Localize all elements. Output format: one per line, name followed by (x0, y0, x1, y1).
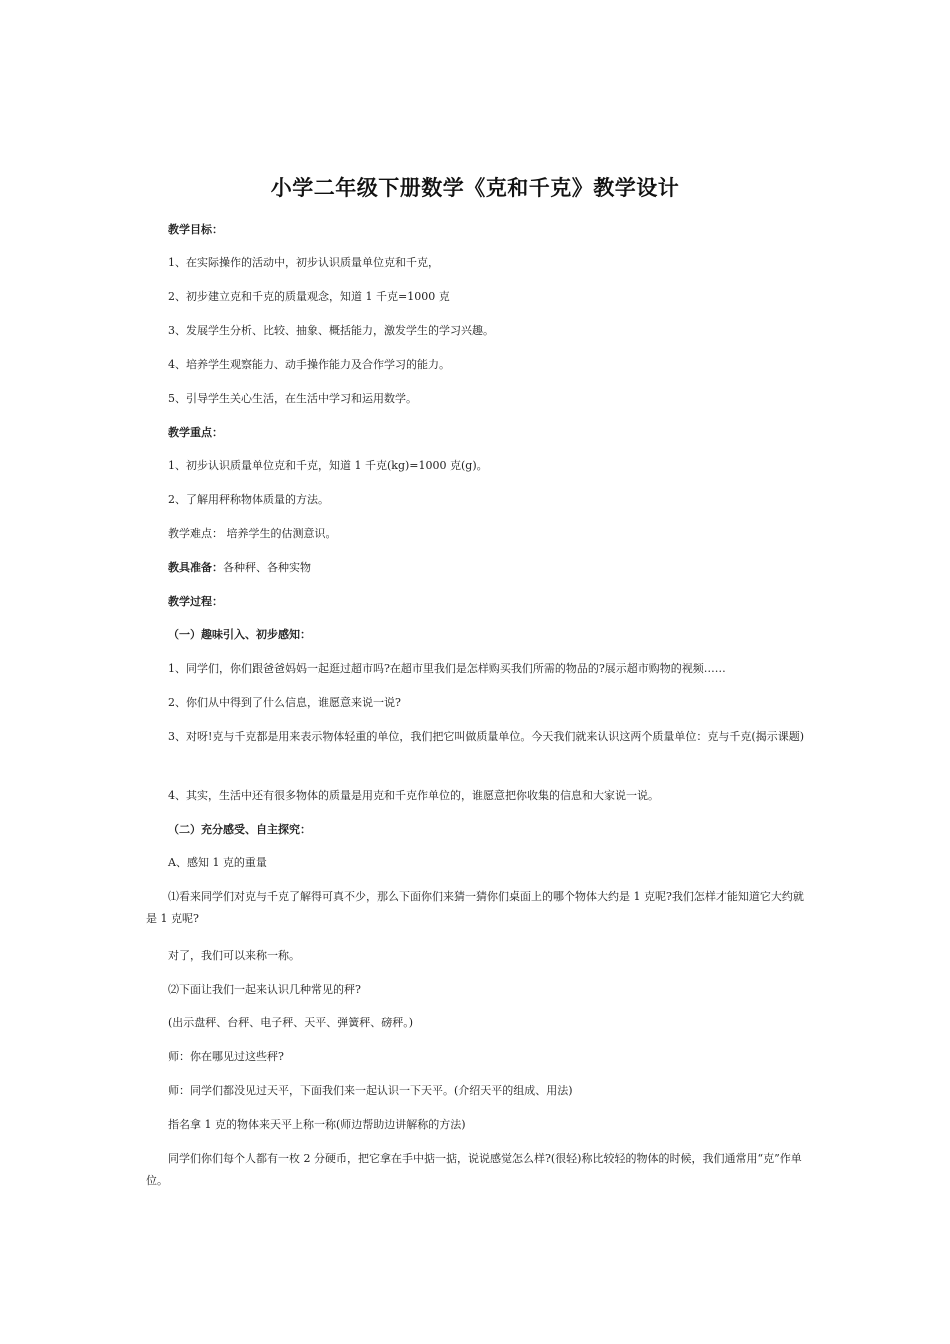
objectives-heading: 教学目标： (168, 223, 223, 236)
objective-item: 1、在实际操作的活动中，初步认识质量单位克和千克， (168, 256, 439, 269)
objective-item: 5、引导学生关心生活，在生活中学习和运用数学。 (168, 392, 417, 405)
objective-item: 3、发展学生分析、比较、抽象、概括能力，激发学生的学习兴趣。 (168, 324, 494, 337)
materials-value: 各种秤、各种实物 (223, 561, 311, 574)
section1-heading: （一）趣味引入、初步感知： (168, 628, 311, 641)
objective-item: 4、培养学生观察能力、动手操作能力及合作学习的能力。 (168, 358, 450, 371)
section1-item: 4、其实，生活中还有很多物体的质量是用克和千克作单位的，谁愿意把你收集的信息和大家说一说。 (168, 789, 659, 802)
section2-item: (出示盘秤、台秤、电子秤、天平、弹簧秤、磅秤。) (168, 1016, 414, 1029)
key-point-item: 2、了解用秤称物体质量的方法。 (168, 493, 329, 506)
section1-item: 3、对呀!克与千克都是用来表示物体轻重的单位，我们把它叫做质量单位。今天我们就来认识这两个质量单位：克与千克(揭示课题) (168, 730, 804, 743)
key-points-heading: 教学重点： (168, 426, 223, 439)
process-heading: 教学过程： (168, 595, 223, 608)
section2-item: ⑴看来同学们对克与千克了解得可真不少，那么下面你们来猜一猜你们桌面上的哪个物体大约是 1 克呢?我们怎样才能知道它大约就是 1 克呢? (146, 890, 804, 925)
document-title: 小学二年级下册数学《克和千克》教学设计 (270, 176, 680, 200)
materials-line (146, 557, 806, 579)
difficulty-line: 教学难点： 培养学生的估测意识。 (168, 527, 337, 540)
section1-item: 1、同学们，你们跟爸爸妈妈一起逛过超市吗?在超市里我们是怎样购买我们所需的物品的?展示超市购物的视频…… (168, 662, 726, 675)
section2-item: 指名拿 1 克的物体来天平上称一称(师边帮助边讲解称的方法) (168, 1118, 466, 1131)
section2-item: 同学们你们每个人都有一枚 2 分硬币，把它拿在手中掂一掂，说说感觉怎么样?(很轻)称比较轻的物体的时候，我们通常用“克”作单位。 (146, 1152, 802, 1187)
key-point-item: 1、初步认识质量单位克和千克，知道 1 千克(kg)=1000 克(g)。 (168, 459, 488, 472)
section2-item: 师：你在哪见过这些秤? (168, 1050, 284, 1063)
section2-item: A、感知 1 克的重量 (168, 856, 267, 869)
materials-label: 教具准备： (168, 561, 223, 574)
section2-item: 对了，我们可以来称一称。 (168, 949, 300, 962)
section2-item: 师：同学们都没见过天平，下面我们来一起认识一下天平。(介绍天平的组成、用法) (168, 1084, 573, 1097)
section2-item: ⑵下面让我们一起来认识几种常见的秤? (168, 983, 361, 996)
section1-item: 2、你们从中得到了什么信息，谁愿意来说一说? (168, 696, 401, 709)
section2-heading: （二）充分感受、自主探究： (168, 823, 311, 836)
objective-item: 2、初步建立克和千克的质量观念，知道 1 千克=1000 克 (168, 290, 450, 303)
